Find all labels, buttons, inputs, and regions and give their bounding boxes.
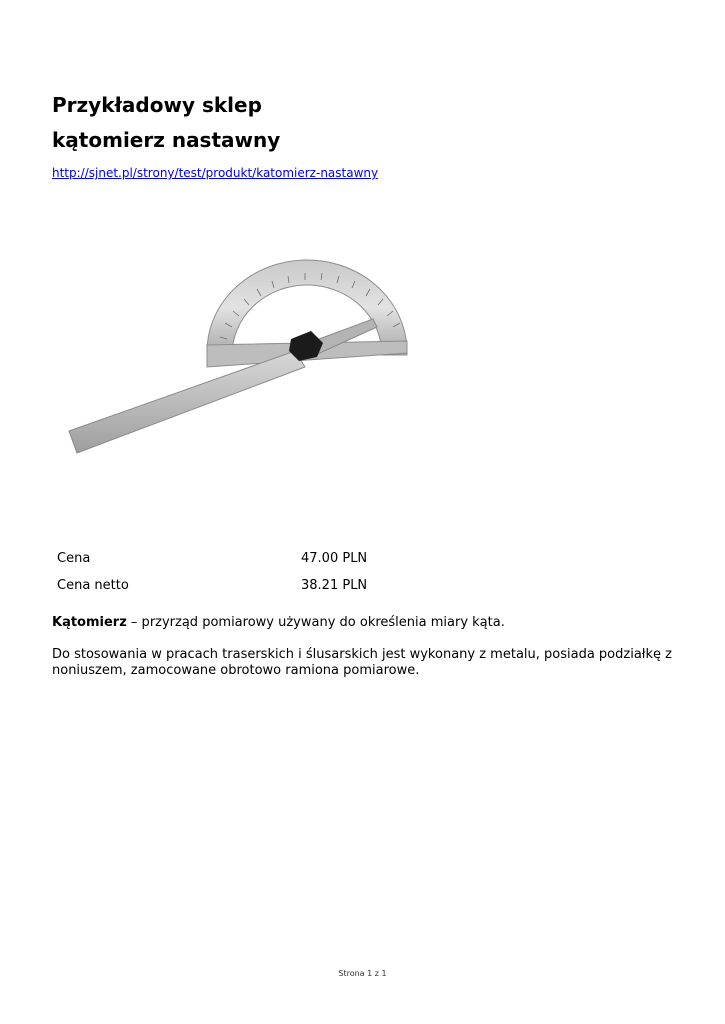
price-value: 47.00 PLN — [301, 551, 368, 566]
net-price-label: Cena netto — [57, 578, 129, 593]
product-title: kątomierz nastawny — [52, 128, 281, 152]
net-price-row — [52, 572, 372, 599]
product-image — [55, 241, 422, 481]
price-label: Cena — [57, 551, 91, 566]
page-footer: Strona 1 z 1 — [338, 969, 387, 978]
protractor-icon — [55, 241, 422, 481]
description-term: Kątomierz — [52, 615, 127, 630]
net-price-value: 38.21 PLN — [301, 578, 368, 593]
product-url-link[interactable]: http://sjnet.pl/strony/test/produkt/katomierz-nastawny — [52, 166, 379, 180]
price-table — [52, 545, 372, 599]
shop-name: Przykładowy sklep — [52, 93, 262, 117]
description-definition-text: – przyrząd pomiarowy używany do określenia miary kąta. — [126, 615, 505, 630]
price-row — [52, 545, 372, 572]
description-usage: Do stosowania w pracach traserskich i ślusarskich jest wykonany z metalu, posiada podziałkę z noniuszem, zamocowane obrotowo ramiona pomiarowe. — [52, 647, 672, 678]
description-definition — [52, 615, 677, 631]
